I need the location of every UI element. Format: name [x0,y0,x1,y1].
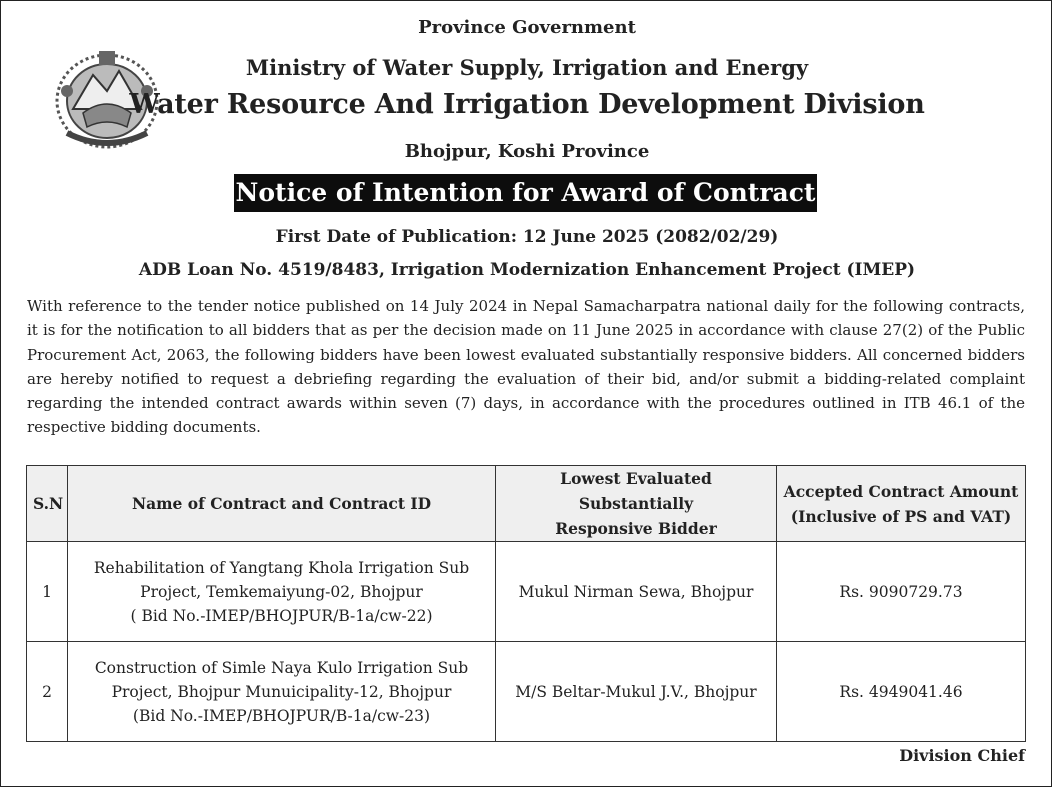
header-contract: Name of Contract and Contract ID [68,466,496,542]
notice-title-banner: Notice of Intention for Award of Contract [234,174,817,212]
ministry-heading: Ministry of Water Supply, Irrigation and Energy [245,55,809,80]
contract-line1: Rehabilitation of Yangtang Khola Irrigation Sub [93,558,470,577]
signature-division-chief: Division Chief [899,746,1025,765]
publication-date: First Date of Publication: 12 June 2025 (2082/02/29) [275,227,779,247]
location-heading: Bhojpur, Koshi Province [404,141,650,162]
row-contract [68,542,496,642]
row-amount: Rs. 9090729.73 [777,542,1026,642]
division-heading: Water Resource And Irrigation Development Division [129,89,925,120]
province-government-heading: Province Government [418,17,636,38]
row-bidder: M/S Beltar-Mukul J.V., Bhojpur [496,642,777,742]
contract-line2: Project, Temkemaiyung-02, Bhojpur [140,582,423,601]
table-row [27,642,1026,742]
body-paragraph: With reference to the tender notice published on 14 July 2024 in Nepal Samacharpatra national daily for the following contracts, it is for the notification to all bidders that as per the decision made on 11 June 2025 in accordance with clause 27(2) of the Public Procurement Act, 2063, the following bidders have been lowest evaluated substantially responsive bidders. All concerned bidders are hereby notified to request a debriefing regarding the evaluation of their bid, and/or submit a bidding-related complaint regarding the intended contract awards within seven (7) days, in accordance with the procedures outlined in ITB 46.1 of the respective bidding documents. [27,297,1025,437]
row-bidder: Mukul Nirman Sewa, Bhojpur [496,542,777,642]
row-contract [68,642,496,742]
header-amount-line2: (Inclusive of PS and VAT) [790,506,1012,526]
header-bidder [496,466,777,542]
contract-line3: (Bid No.-IMEP/BHOJPUR/B-1a/cw-23) [132,706,431,725]
contract-award-table [26,465,1026,742]
contract-line3: ( Bid No.-IMEP/BHOJPUR/B-1a/cw-22) [130,606,433,625]
header-bidder-line2: Responsive Bidder [555,519,717,538]
header-sn: S.N [27,466,68,542]
row-sn: 2 [27,642,68,742]
row-amount: Rs. 4949041.46 [777,642,1026,742]
header-bidder-line1: Lowest Evaluated Substantially [560,469,712,513]
header-amount [777,466,1026,542]
contract-line1: Construction of Simle Naya Kulo Irrigation Sub [94,658,469,677]
header-amount-line1: Accepted Contract Amount [783,481,1019,501]
table-header-row [27,466,1026,542]
project-line: ADB Loan No. 4519/8483, Irrigation Modernization Enhancement Project (IMEP) [138,260,916,280]
row-sn: 1 [27,542,68,642]
contract-line2: Project, Bhojpur Munuicipality-12, Bhojpur [111,682,452,701]
table-row [27,542,1026,642]
